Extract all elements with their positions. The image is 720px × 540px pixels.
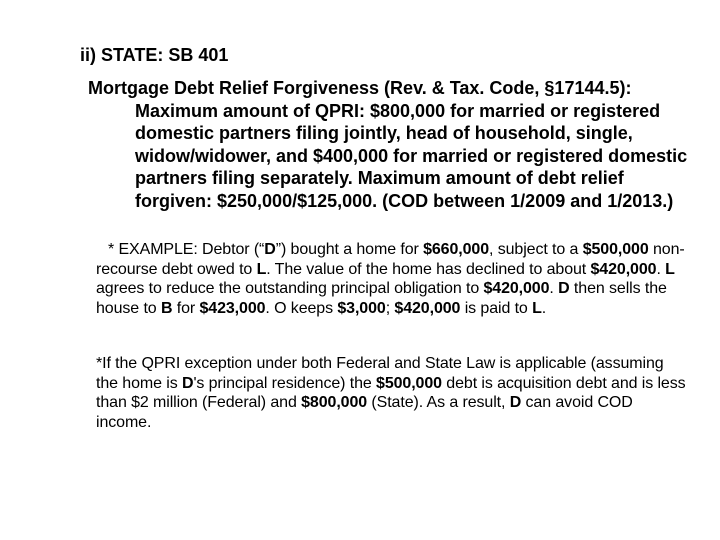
- main-paragraph: Mortgage Debt Relief Forgiveness (Rev. & Tax. Code, §17144.5): Maximum amount of QPRI: $800,000 for married or registered domestic partners filing jointly, head of household, single, widow/widower, and $400,000 for married or registered domestic partners filing separately. Maximum amount of debt relief forgiven: $250,000/$125,000. (COD between 1/2009 and 1/2013.): [88, 78, 688, 211]
- example-paragraph: * EXAMPLE: Debtor (“D”) bought a home for $660,000, subject to a $500,000 non-recourse debt owed to L. The value of the home has declined to about $420,000. L agrees to reduce the outstanding principal obligation to $420,000. D then sells the house to B for $423,000. O keeps $3,000; $420,000 is paid to L.: [96, 241, 685, 317]
- slide-heading: ii) STATE: SB 401: [80, 45, 229, 65]
- example-label: * EXAMPLE: [108, 241, 194, 258]
- qpri-note-paragraph: *If the QPRI exception under both Federal and State Law is applicable (assuming the home is D's principal residence) the $500,000 debt is acquisition debt and is less than $2 million (Federal) and $800,000 (State). As a result, D can avoid COD income.: [96, 355, 686, 431]
